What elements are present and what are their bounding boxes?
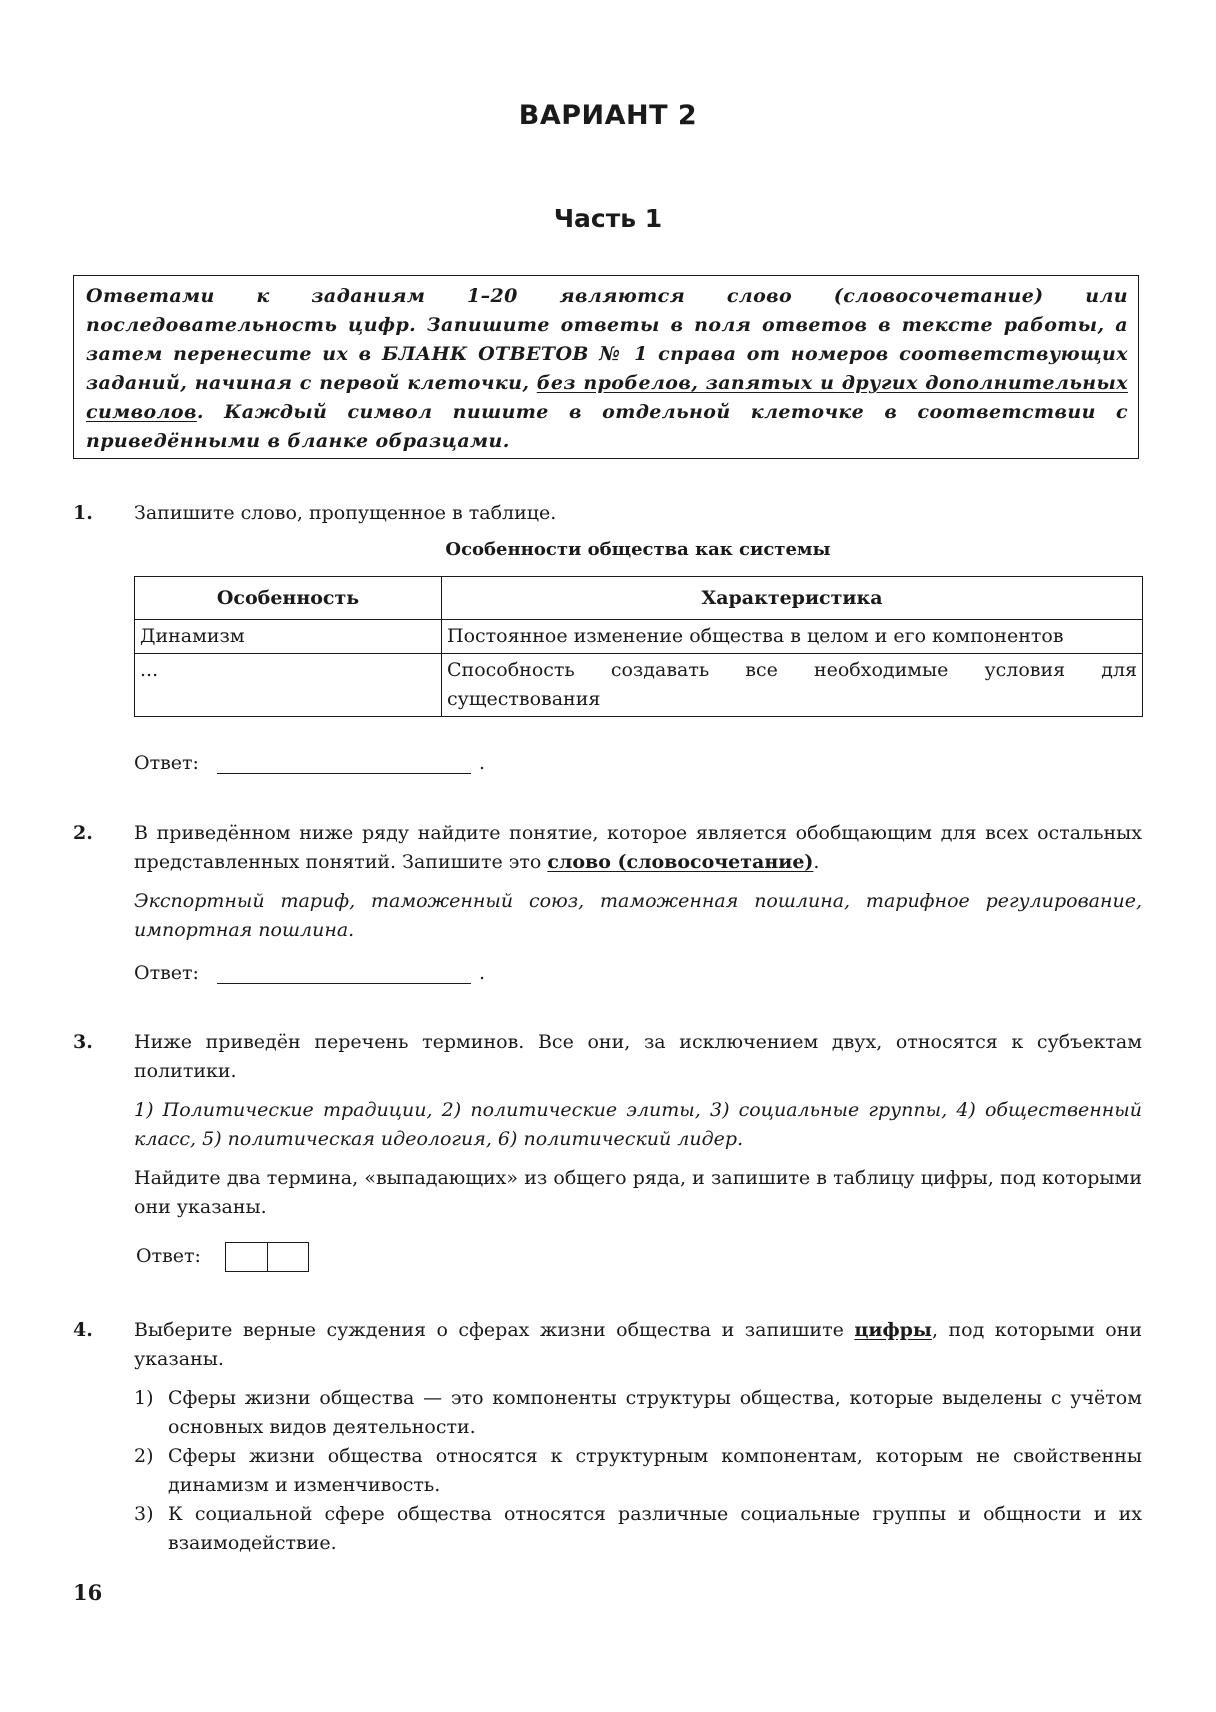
- question-3-answer: [136, 1242, 309, 1272]
- answer-label: Ответ:: [134, 752, 199, 774]
- question-4-text-end: , под которыми они указаны.: [134, 1319, 1142, 1370]
- question-2-answer: [134, 962, 485, 984]
- instructions-part-1: Ответами к заданиям 1–20 являются слово (словосочетание) или последовательность цифр. Запишите ответы в поля ответов в тексте работы, а затем перенесите их в БЛАНК ОТВЕТОВ № 1 справа от номеров соответствующих заданий, начиная с первой клеточки,: [86, 285, 1128, 394]
- list-item-number: 1): [134, 1387, 154, 1409]
- question-2-number: 2.: [73, 822, 93, 844]
- table-header-feature: Особенность: [135, 577, 442, 620]
- question-1-text: Запишите слово, пропущенное в таблице.: [134, 502, 557, 524]
- question-4-body: [134, 1316, 1142, 1558]
- table-cell: Способность создавать все необходимые условия для существования: [442, 654, 1143, 717]
- table-header-row: [135, 577, 1143, 620]
- answer-label: Ответ:: [134, 962, 199, 984]
- question-4-text: [134, 1316, 1142, 1374]
- answer-label: Ответ:: [136, 1245, 201, 1267]
- question-4-options: [134, 1384, 1142, 1558]
- instructions-part-2: . Каждый символ пишите в отдельной клеточке в соответствии с приведёнными в бланке образцами.: [86, 401, 1128, 452]
- page-number: 16: [73, 1580, 103, 1605]
- question-3-body: [134, 1028, 1142, 1222]
- variant-title: ВАРИАНТ 2: [518, 100, 698, 131]
- table-row: [135, 654, 1143, 717]
- list-item-text: К социальной сфере общества относятся различные социальные группы и общности и их взаимодействие.: [168, 1503, 1142, 1554]
- features-table: [134, 576, 1143, 717]
- question-2-list: Экспортный тариф, таможенный союз, таможенная пошлина, тарифное регулирование, импортная пошлина.: [134, 890, 1142, 941]
- table-cell: Динамизм: [135, 620, 442, 654]
- question-4-text-part: Выберите верные суждения о сферах жизни общества и запишите: [134, 1319, 855, 1341]
- instructions-text: [86, 282, 1128, 456]
- table-row: [135, 620, 1143, 654]
- answer-line[interactable]: [217, 963, 471, 984]
- list-item: [134, 1442, 1142, 1500]
- question-3-task: Найдите два термина, «выпадающих» из общего ряда, и запишите в таблицу цифры, под которыми они указаны.: [134, 1167, 1142, 1218]
- question-1-number: 1.: [73, 502, 93, 524]
- question-2-emphasis: слово (словосочетание): [547, 851, 814, 873]
- instructions-underlined: без пробелов, запятых и других дополнительных символов: [86, 372, 1128, 423]
- question-2-text-end: .: [813, 851, 820, 873]
- question-3-list: 1) Политические традиции, 2) политические элиты, 3) социальные группы, 4) общественный класс, 5) политическая идеология, 6) политический лидер.: [134, 1099, 1142, 1150]
- instructions-box: [73, 275, 1139, 459]
- question-3-number: 3.: [73, 1031, 93, 1053]
- table-cell-missing: ...: [135, 654, 442, 717]
- answer-cells[interactable]: [225, 1242, 309, 1272]
- table-header-characteristic: Характеристика: [442, 577, 1143, 620]
- question-3-text: Ниже приведён перечень терминов. Все они, за исключением двух, относятся к субъектам политики.: [134, 1031, 1142, 1082]
- question-2-body: [134, 819, 1142, 945]
- answer-end: .: [478, 962, 485, 984]
- list-item-text: Сферы жизни общества относятся к структурным компонентам, которым не свойственны динамизм и изменчивость.: [168, 1445, 1142, 1496]
- list-item-text: Сферы жизни общества — это компоненты структуры общества, которые выделены с учётом основных видов деятельности.: [168, 1387, 1142, 1438]
- answer-end: .: [478, 752, 485, 774]
- list-item: [134, 1500, 1142, 1558]
- part-title: Часть 1: [553, 204, 663, 233]
- table-cell: Постоянное изменение общества в целом и его компонентов: [442, 620, 1143, 654]
- question-2-text-part: В приведённом ниже ряду найдите понятие, которое является обобщающим для всех остальных представленных понятий. Запишите это: [134, 822, 1142, 873]
- question-4-number: 4.: [73, 1319, 93, 1341]
- list-item-number: 2): [134, 1445, 154, 1467]
- question-1-answer: [134, 752, 485, 774]
- cell-divider: [267, 1243, 268, 1271]
- question-4-emphasis: цифры: [854, 1319, 932, 1341]
- list-item: [134, 1384, 1142, 1442]
- list-item-number: 3): [134, 1503, 154, 1525]
- table-title: Особенности общества как системы: [445, 539, 831, 560]
- question-2-text: [134, 819, 1142, 877]
- answer-line[interactable]: [217, 753, 471, 774]
